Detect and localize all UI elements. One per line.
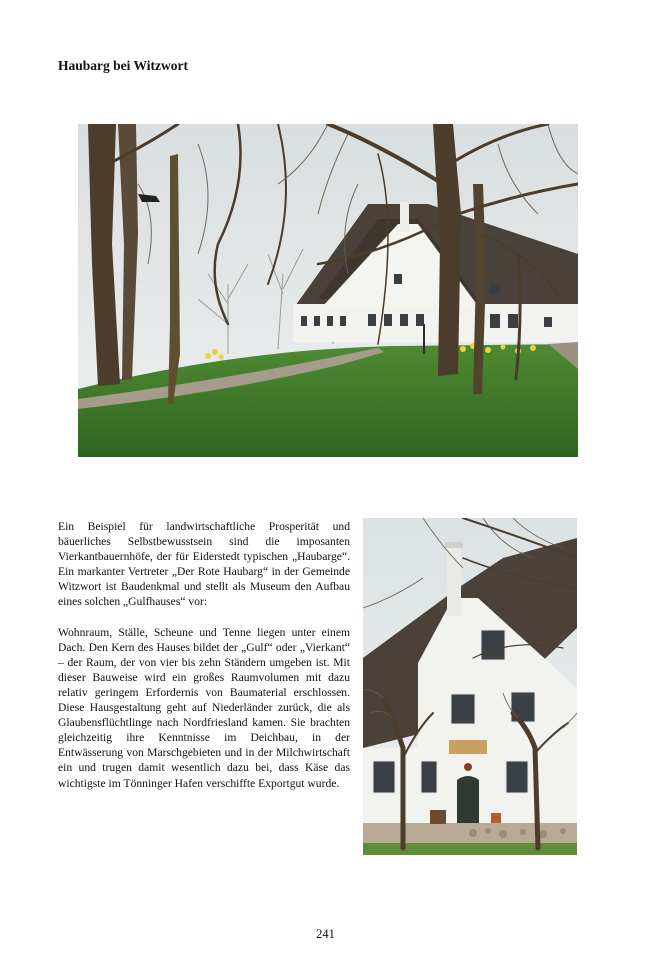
page-heading: Haubarg bei Witzwort — [58, 58, 188, 73]
haubarg-photo — [78, 124, 578, 457]
paragraph-intro: Ein Beispiel für landwirtschaftliche Prosperität und bäuerliches Selbstbewusstsein sind die imposanten Vierkantbauernhöfe, der für Eiderstedt typischen „Haubarge“. Ein markanter Vertreter „Der Rote Haubarg“ in der Gemeinde Witzwort ist Baudenkmal und stellt als Museum den Aufbau eines solchen „Gulfhauses“ vor: — [58, 520, 350, 609]
paragraph-description: Wohnraum, Ställe, Scheune und Tenne liegen unter einem Dach. Den Kern des Hauses bildet der „Gulf“ oder „Vierkant“ – der Raum, der von vier bis zehn Ständern umgeben ist. Mit dieser Bauweise wird ein großes Raumvolumen mit dazu relativ geringem Erfordernis von Baumaterial erschlossen. Diese Hausgestaltung geht auf Niederländer zurück, die als Glaubensflüchtlinge nach Nordfriesland kamen. Sie brachten gleichzeitig ihre Kenntnisse im Deichbau, in der Entwässerung von Marschgebieten und in der Milchwirtschaft ein und trugen damit wesentlich dazu bei, dass Käse das wichtigste im Tönninger Hafen verschiffte Exportgut wurde. — [58, 625, 350, 790]
body-text — [58, 519, 350, 806]
haubarg-gable-photo — [363, 518, 577, 855]
page-number: 241 — [316, 927, 335, 941]
